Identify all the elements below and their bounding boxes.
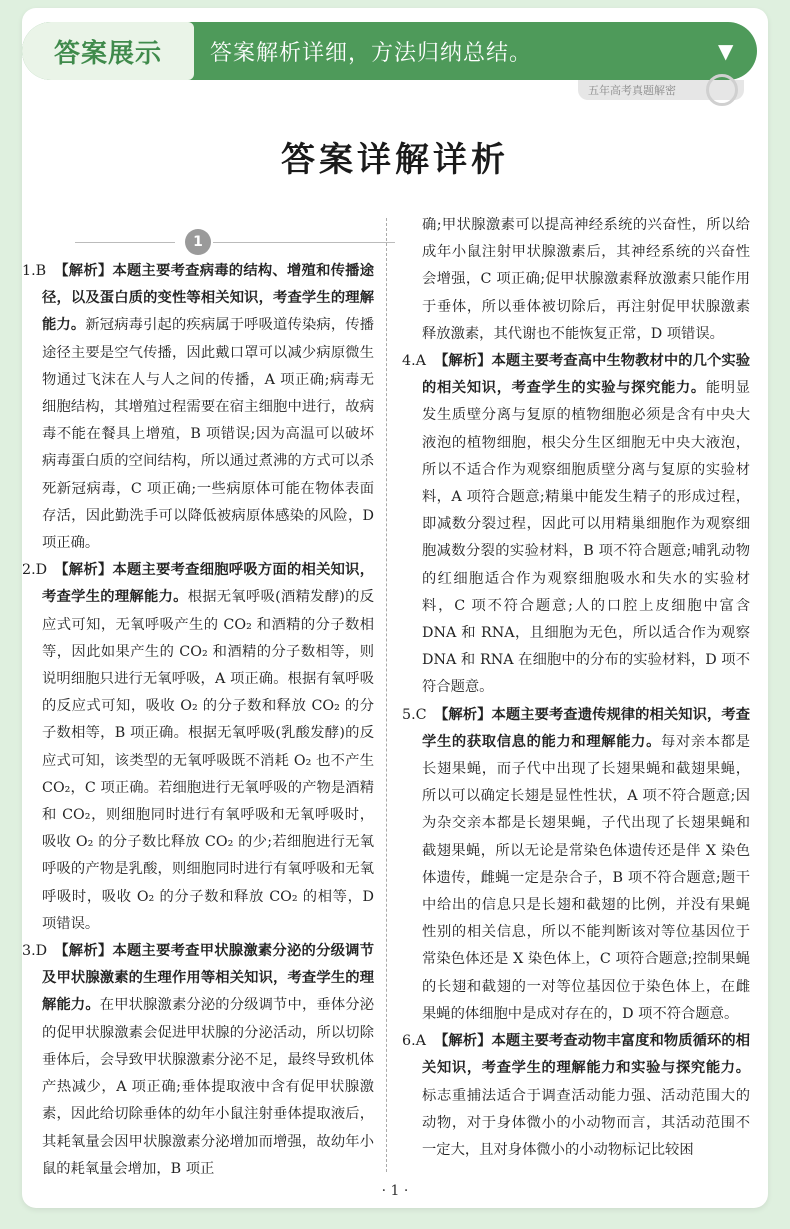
answer-choice: B (35, 263, 47, 279)
analysis-focus: 本题主要考查甲状腺激素分泌的分级调节及甲状腺激素的生理作用等相关知识，考查学生的理解能力。 (42, 943, 375, 1014)
page-number: · 1 · (381, 1183, 409, 1199)
analysis-text: 在甲状腺激素分泌的分级调节中，垂体分泌的促甲状腺激素会促进甲状腺的分泌活动，所以切除垂体后，会导致甲状腺激素分泌不足，最终导致机体产热减少，A 项正确;垂体提取液中含有促甲状腺激素，因此给切除垂体的幼年小鼠注射垂体提取液后，其耗氧量会因甲状腺激素分泌增加而增强，故幼年小鼠的耗氧量会增加，B 项正 (42, 997, 374, 1177)
answer-item-6 (402, 1028, 750, 1164)
dropdown-arrow-icon[interactable]: ▼ (718, 39, 734, 63)
analysis-tag: 【解析】 (54, 263, 113, 279)
answer-item-3 (22, 938, 374, 1183)
analysis-focus: 本题主要考查病毒的结构、增殖和传播途径，以及蛋白质的变性等相关知识，考查学生的理解能力。 (42, 263, 375, 334)
analysis-text: 标志重捕法适合于调查活动能力强、活动范围大的动物，对于身体微小的小动物而言，其活动范围不一定大，且对身体微小的小动物标记比较困 (422, 1087, 750, 1158)
answer-number: 1. (22, 263, 36, 279)
section-marker (75, 226, 320, 254)
answer-item-4 (402, 348, 750, 702)
analysis-focus: 本题主要考查遗传规律的相关知识，考查学生的获取信息的能力和理解能力。 (422, 706, 751, 750)
page-title: 答案详解详析 (281, 140, 509, 180)
answer-3-continuation: 确;甲状腺激素可以提高神经系统的兴奋性，所以给成年小鼠注射甲状腺激素后，其神经系统的兴奋性会增强，C 项正确;促甲状腺激素释放激素只能作用于垂体，所以垂体被切除后，再注射促甲状腺激素释放激素，其代谢也不能恢复正常，D 项错误。 (422, 217, 750, 342)
answer-item-2 (22, 557, 374, 938)
answer-item-1 (22, 258, 374, 557)
analysis-text: 根据无氧呼吸(酒精发酵)的反应式可知，无氧呼吸产生的 CO₂ 和酒精的分子数相等，因此如果产生的 CO₂ 和酒精的分子数相等，则说明细胞只进行无氧呼吸，A 项正确。根据有氧呼吸的反应式可知，吸收 O₂ 的分子数和释放 CO₂ 的分子数相等，B 项正确。根据无氧呼吸(乳酸发酵)的反应式可知，该类型的无氧呼吸既不消耗 O₂ 也不产生 CO₂，C 项正确。若细胞进行无氧呼吸的产物是酒精和 CO₂，则细胞同时进行有氧呼吸和无氧呼吸时，吸收 O₂ 的分子数比释放 CO₂ 的少;若细胞进行无氧呼吸的产物是乳酸，则细胞同时进行有氧呼吸和无氧呼吸时，吸收 O₂ 的分子数和释放 CO₂ 的相等，D 项错误。 (42, 589, 375, 932)
section-number: 1 (185, 229, 211, 255)
analysis-text: 新冠病毒引起的疾病属于呼吸道传染病，传播途径主要是空气传播，因此戴口罩可以减少病原微生物通过飞沫在人与人之间的传播，A 项正确;病毒无细胞结构，其增殖过程需要在宿主细胞中进行，故病毒不能在餐具上增殖，B 项错误;因为高温可以破坏病毒蛋白质的空间结构，所以通过煮沸的方式可以杀死新冠病毒，C 项正确;一些病原体可能在物体表面存活，因此勤洗手可以降低被病原体感染的风险，D 项正确。 (42, 317, 375, 552)
analysis-tag: 【解析】 (54, 943, 113, 960)
answer-choice: A (415, 1033, 426, 1050)
answer-number: 2. (22, 562, 36, 579)
answer-number: 5. (402, 706, 416, 723)
left-column (22, 258, 374, 1183)
header-slogan: 答案解析详细，方法归纳总结。 (210, 40, 533, 66)
marker-line-right (213, 242, 395, 243)
analysis-text: 每对亲本都是长翅果蝇，而子代中出现了长翅果蝇和截翅果蝇，所以可以确定长翅是显性性状，A 项不符合题意;因为杂交亲本都是长翅果蝇，子代出现了长翅果蝇和截翅果蝇，所以无论是常染色体遗传还是伴 X 染色体遗传，雌蝇一定是杂合子，B 项不符合题意;题干中给出的信息只是长翅和截翅的比例，并没有果蝇性别的相关信息，所以不能判断该对等位基因位于常染色体还是 X 染色体上，C 项符合题意;控制果蝇的长翅和截翅的一对等位基因位于染色体上，在雌果蝇的体细胞中是成对存在的，D 项不符合题意。 (422, 733, 751, 1022)
right-column (402, 212, 750, 1164)
analysis-focus: 本题主要考查动物丰富度和物质循环的相关知识，考查学生的理解能力和实验与探究能力。 (422, 1033, 751, 1077)
analysis-tag: 【解析】 (434, 353, 492, 370)
answer-number: 3. (22, 943, 36, 960)
answer-choice: D (35, 562, 48, 579)
analysis-tag: 【解析】 (54, 562, 113, 579)
analysis-focus: 本题主要考查高中生物教材中的几个实验的相关知识，考查学生的实验与探究能力。 (422, 353, 751, 397)
marker-line-left (75, 242, 175, 243)
section-badge: 答案展示 (22, 22, 194, 80)
answer-number: 6. (402, 1033, 416, 1050)
analysis-tag: 【解析】 (434, 706, 492, 723)
analysis-text: 能明显发生质壁分离与复原的植物细胞必须是含有中央大液泡的植物细胞，根尖分生区细胞无中央大液泡，所以不适合作为观察细胞质壁分离与复原的实验材料，A 项符合题意;精巢中能发生精子的形成过程，即减数分裂过程，因此可以用精巢细胞作为观察细胞减数分裂的实验材料，B 项不符合题意;哺乳动物的红细胞适合作为观察细胞吸水和失水的实验材料，C 项不符合题意;人的口腔上皮细胞中富含 DNA 和 RNA，且细胞为无色，所以适合作为观察 DNA 和 RNA 在细胞中的分布的实验材料，D 项不符合题意。 (422, 380, 751, 696)
answer-choice: D (35, 943, 48, 960)
analysis-tag: 【解析】 (434, 1033, 492, 1050)
book-stamp (578, 80, 744, 100)
answer-choice: C (415, 706, 427, 723)
analysis-focus: 本题主要考查细胞呼吸方面的相关知识，考查学生的理解能力。 (42, 562, 375, 606)
column-divider (386, 218, 387, 1172)
answer-number: 4. (402, 353, 416, 370)
answer-choice: A (415, 353, 426, 370)
answer-item-5 (402, 702, 750, 1028)
stamp-circle-icon (706, 74, 738, 106)
stamp-label: 五年高考真题解密 (588, 84, 676, 97)
